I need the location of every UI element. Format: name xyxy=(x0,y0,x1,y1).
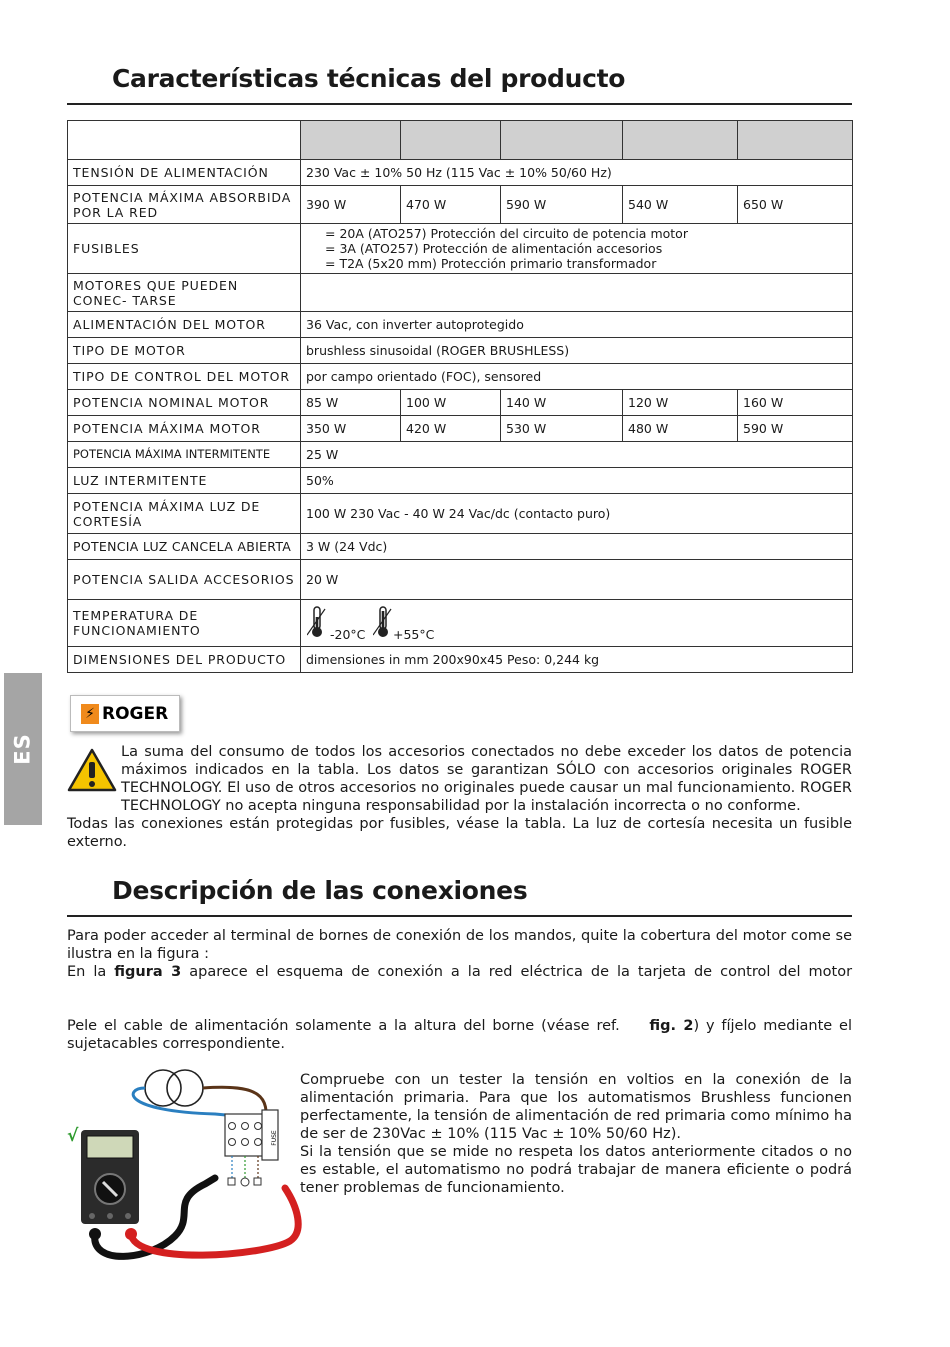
row-label: POTENCIA SALIDA ACCESORIOS xyxy=(68,560,301,600)
row-value: brushless sinusoidal (ROGER BRUSHLESS) xyxy=(301,338,853,364)
table-row xyxy=(68,560,853,600)
fuses-note: Todas las conexiones están protegidas por fusibles, véase la tabla. La luz de cortesía necesita un fusible externo. xyxy=(67,816,852,850)
row-value: 470 W xyxy=(401,186,501,224)
thermometer-icon xyxy=(307,605,327,639)
fuse-list xyxy=(301,224,853,274)
header-cell xyxy=(401,121,501,160)
warning-text: La suma del consumo de todos los accesorios conectados no debe exceder los datos de potencia máximos indicados en la tabla. Los datos se garantizan SÓLO con accesorios originales ROGER TECHNOLOGY. El uso de otros accesorios no originales puede causar un mal funcionamiento. ROGER TECHNOLOGY no acepta ninguna responsabilidad por la instalación incorrecta o no conforme. xyxy=(121,744,852,814)
table-row xyxy=(68,600,853,647)
row-label: LUZ INTERMITENTE xyxy=(68,468,301,494)
figure-ref: fig. 2 xyxy=(649,1018,694,1034)
row-value: 85 W xyxy=(301,390,401,416)
row-value: 160 W xyxy=(738,390,853,416)
header-cell xyxy=(68,121,301,160)
row-value: dimensiones in mm 200x90x45 Peso: 0,244 kg xyxy=(301,647,853,673)
table-row xyxy=(68,274,853,312)
row-label: TENSIÓN DE ALIMENTACIÓN xyxy=(68,160,301,186)
row-label: POTENCIA NOMINAL MOTOR xyxy=(68,390,301,416)
row-value: 20 W xyxy=(301,560,853,600)
row-value: 480 W xyxy=(623,416,738,442)
row-label: TIPO DE CONTROL DEL MOTOR xyxy=(68,364,301,390)
transformer-icon xyxy=(145,1070,181,1106)
title-rule xyxy=(67,103,852,105)
temp-max: +55°C xyxy=(393,627,435,642)
paragraph-access: Para poder acceder al terminal de bornes de conexión de los mandos, quite la cobertura del motor come se ilustra en la figura : xyxy=(67,928,852,962)
multimeter-icon xyxy=(81,1130,139,1224)
text-span: Pele el cable de alimentación solamente a la altura del borne (véase ref. xyxy=(67,1018,620,1034)
row-value: 230 Vac ± 10% 50 Hz (115 Vac ± 10% 50/60 Hz) xyxy=(301,160,853,186)
thermometer-icon xyxy=(373,605,393,639)
row-value: 650 W xyxy=(738,186,853,224)
check-icon: √ xyxy=(67,1126,79,1146)
fuse-line: = 3A (ATO257) Protección de alimentación accesorios xyxy=(325,241,663,256)
ground-icon xyxy=(241,1178,249,1186)
row-value: 50% xyxy=(301,468,853,494)
row-value: por campo orientado (FOC), sensored xyxy=(301,364,853,390)
header-cell xyxy=(623,121,738,160)
row-value xyxy=(301,274,853,312)
language-tab xyxy=(4,673,42,825)
table-row xyxy=(68,224,853,274)
header-cell xyxy=(738,121,853,160)
terminal-block xyxy=(225,1110,278,1186)
fuse-label: FUSE xyxy=(271,1130,278,1146)
row-value: 540 W xyxy=(623,186,738,224)
section-title-connections: Descripción de las conexiones xyxy=(112,876,528,905)
temperature-cell xyxy=(301,600,853,647)
row-value: 100 W 230 Vac - 40 W 24 Vac/dc (contacto puro) xyxy=(301,494,853,534)
row-value: 530 W xyxy=(501,416,623,442)
row-label: POTENCIA MÁXIMA ABSORBIDA POR LA RED xyxy=(68,186,301,224)
table-row xyxy=(68,364,853,390)
row-label: FUSIBLES xyxy=(68,224,301,274)
table-row xyxy=(68,442,853,468)
paragraph-figure3 xyxy=(67,963,852,981)
warning-icon xyxy=(67,748,117,792)
table-row xyxy=(68,494,853,534)
spec-table xyxy=(67,120,853,673)
row-value: 350 W xyxy=(301,416,401,442)
table-row xyxy=(68,468,853,494)
row-value: 590 W xyxy=(738,416,853,442)
text-span: aparece el esquema de conexión a la red eléctrica de la tarjeta de control del motor xyxy=(189,964,853,980)
row-value: 590 W xyxy=(501,186,623,224)
title-rule xyxy=(67,915,852,917)
table-row xyxy=(68,160,853,186)
row-label: POTENCIA LUZ CANCELA ABIERTA xyxy=(68,534,301,560)
row-value: 390 W xyxy=(301,186,401,224)
figure-ref: figura 3 xyxy=(114,964,182,980)
row-label: MOTORES QUE PUEDEN CONEC- TARSE xyxy=(68,274,301,312)
text-span: ) y fíjelo mediante el sujetacables correspondiente. xyxy=(67,1018,852,1052)
row-value: 25 W xyxy=(301,442,853,468)
row-value: 100 W xyxy=(401,390,501,416)
row-value: 120 W xyxy=(623,390,738,416)
row-value: 36 Vac, con inverter autoprotegido xyxy=(301,312,853,338)
table-row xyxy=(68,312,853,338)
table-row xyxy=(68,186,853,224)
section-title-specs: Características técnicas del producto xyxy=(112,64,626,93)
row-value: 420 W xyxy=(401,416,501,442)
row-label: DIMENSIONES DEL PRODUCTO xyxy=(68,647,301,673)
paragraph-strip-cable xyxy=(67,1017,852,1053)
table-row xyxy=(68,647,853,673)
row-label: TIPO DE MOTOR xyxy=(68,338,301,364)
roger-logo xyxy=(70,695,180,732)
row-label: ALIMENTACIÓN DEL MOTOR xyxy=(68,312,301,338)
row-value: 140 W xyxy=(501,390,623,416)
table-row xyxy=(68,390,853,416)
header-cell xyxy=(301,121,401,160)
table-row xyxy=(68,338,853,364)
table-header-row xyxy=(68,121,853,160)
text-span: En la xyxy=(67,964,107,980)
lightning-icon: ⚡ xyxy=(81,704,99,724)
language-tab-label: ES xyxy=(10,733,35,765)
fuse-line: = 20A (ATO257) Protección del circuito de potencia motor xyxy=(325,226,688,241)
row-label: TEMPERATURA DE FUNCIONAMIENTO xyxy=(68,600,301,647)
row-label: POTENCIA MÁXIMA INTERMITENTE xyxy=(68,442,301,468)
header-cell xyxy=(501,121,623,160)
row-label: POTENCIA MÁXIMA LUZ DE CORTESÍA xyxy=(68,494,301,534)
temp-min: -20°C xyxy=(330,627,366,642)
logo-text: ROGER xyxy=(102,703,169,724)
wiring-figure xyxy=(65,1066,305,1266)
table-row xyxy=(68,416,853,442)
row-value: 3 W (24 Vdc) xyxy=(301,534,853,560)
row-label: POTENCIA MÁXIMA MOTOR xyxy=(68,416,301,442)
fuse-line: = T2A (5x20 mm) Protección primario transformador xyxy=(325,256,657,271)
table-row xyxy=(68,534,853,560)
paragraph-voltage-warning: Si la tensión que se mide no respeta los datos anteriormente citados o no es estable, el automatismo no podrá trabajar de manera eficiente o podrá tener problemas de funcionamiento. xyxy=(300,1144,852,1196)
paragraph-tester: Compruebe con un tester la tensión en voltios en la conexión de la alimentación primaria. Para que los automatismos Brushless funcionen perfectamente, la tensión de alimentación de red primaria como mínimo ha de ser de 230Vac ± 10% (115 Vac ± 10% 50/60 Hz). xyxy=(300,1072,852,1142)
